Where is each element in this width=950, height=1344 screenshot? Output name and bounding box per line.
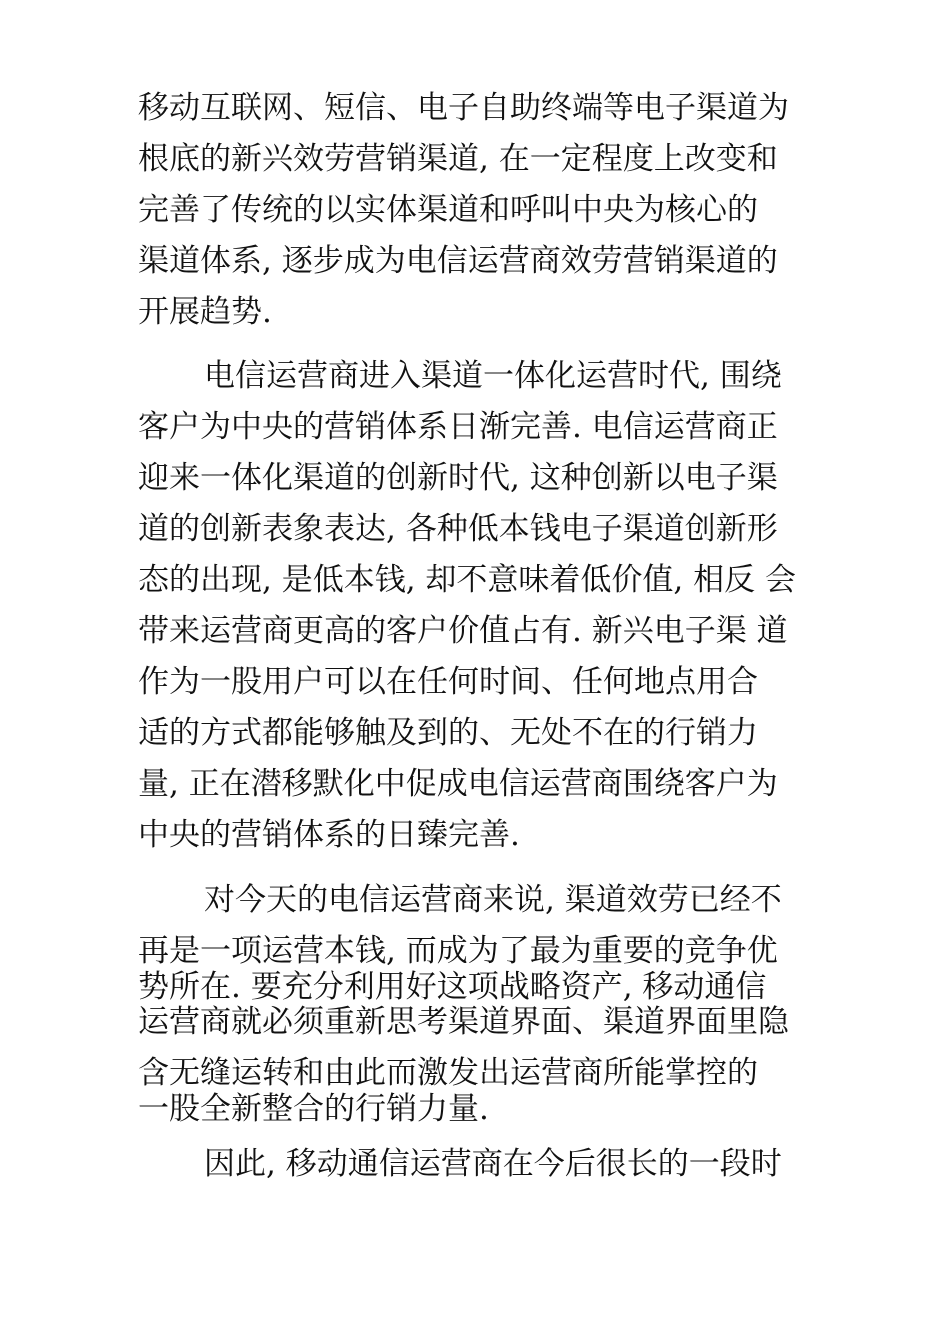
paragraph-2-line-1: 电信运营商进入渠道一体化运营时代, 围绕 (204, 358, 782, 394)
paragraph-4-line-1: 因此, 移动通信运营商在今后很长的一段时 (204, 1146, 782, 1182)
paragraph-3-line-4: 运营商就必须重新思考渠道界面、渠道界面里隐 (138, 1004, 789, 1040)
paragraph-2-line-4: 道的创新表象表达, 各种低本钱电子渠道创新形 (138, 511, 778, 547)
paragraph-1-line-3: 完善了传统的以实体渠道和呼叫中央为核心的 (138, 192, 758, 228)
paragraph-3-line-3: 势所在. 要充分利用好这项战略资产, 移动通信 (138, 969, 767, 1005)
paragraph-2-line-3: 迎来一体化渠道的创新时代, 这种创新以电子渠 (138, 460, 778, 496)
paragraph-2-line-10: 中央的营销体系的日臻完善. (138, 817, 520, 853)
paragraph-2-line-5: 态的出现, 是低本钱, 却不意味着低价值, 相反 会 (138, 562, 796, 598)
paragraph-1-line-1: 移动互联网、短信、电子自助终端等电子渠道为 (138, 90, 789, 126)
paragraph-2-line-9: 量, 正在潜移默化中促成电信运营商围绕客户为 (138, 766, 778, 802)
paragraph-3-line-5: 含无缝运转和由此而激发出运营商所能掌控的 (138, 1055, 758, 1091)
paragraph-2-line-6: 带来运营商更高的客户价值占有. 新兴电子渠 道 (138, 613, 788, 649)
paragraph-1-line-5: 开展趋势. (138, 294, 272, 330)
paragraph-2-line-8: 适的方式都能够触及到的、无处不在的行销力 (138, 715, 758, 751)
paragraph-2-line-7: 作为一股用户可以在任何时间、任何地点用合 (138, 664, 758, 700)
paragraph-2-line-2: 客户为中央的营销体系日渐完善. 电信运营商正 (138, 409, 778, 445)
paragraph-3-line-6: 一股全新整合的行销力量. (138, 1091, 489, 1127)
paragraph-1-line-2: 根底的新兴效劳营销渠道, 在一定程度上改变和 (138, 141, 778, 177)
paragraph-1-line-4: 渠道体系, 逐步成为电信运营商效劳营销渠道的 (138, 243, 778, 279)
paragraph-3-line-1: 对今天的电信运营商来说, 渠道效劳已经不 (204, 882, 782, 918)
paragraph-3-line-2: 再是一项运营本钱, 而成为了最为重要的竞争优 (138, 933, 778, 969)
